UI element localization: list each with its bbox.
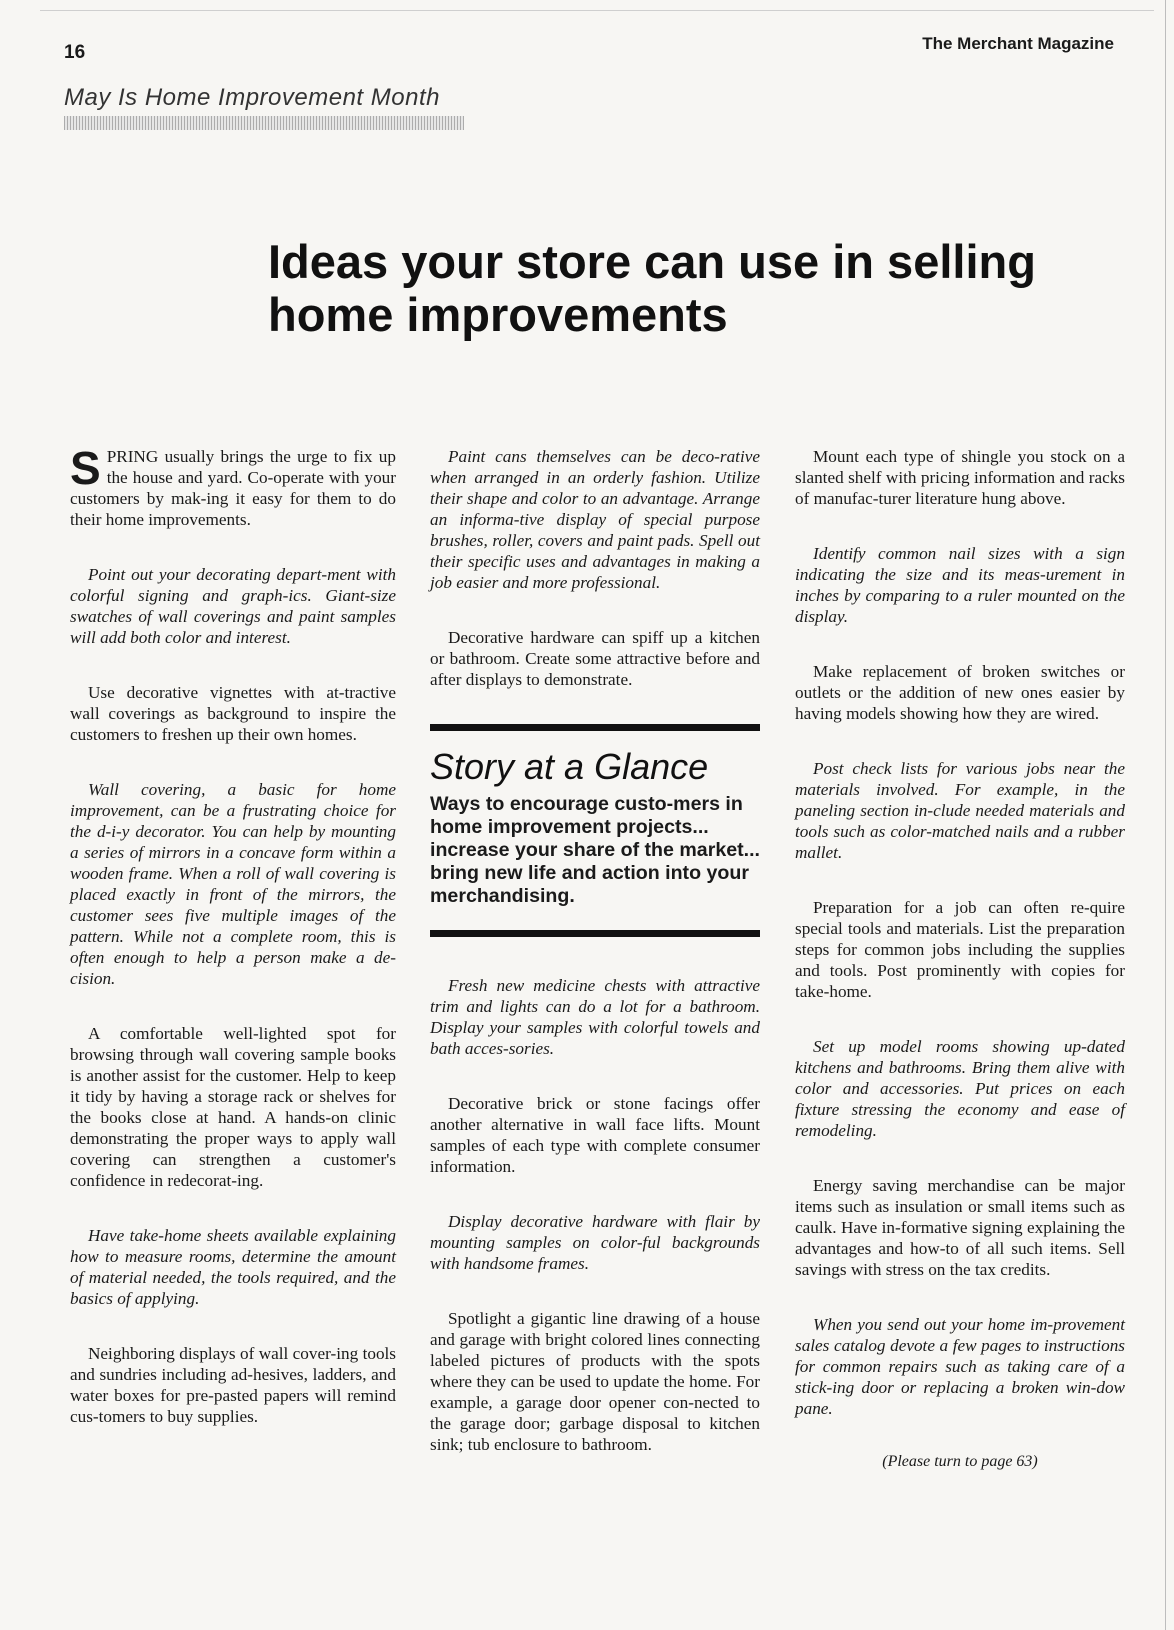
glance-top-bar (430, 724, 760, 731)
continued-note: (Please turn to page 63) (882, 1453, 1038, 1470)
paragraph: Neighboring displays of wall cover-ing tools and sundries including ad-hesives, ladders, and water boxes for pre-pasted papers will remind cus-tomers to buy supplies. (70, 1344, 396, 1426)
paragraph: Spotlight a gigantic line drawing of a house and garage with bright colored lines connecting labeled pictures of products with the spots where they can be used to update the home. For example, a garage door opener con-nected to the garage door; garbage disposal to kitchen sink; tub enclosure to bathroom. (430, 1308, 760, 1454)
page-edge-rule (1165, 0, 1166, 1630)
paragraph: Set up model rooms showing up-dated kitchens and bathrooms. Bring them alive with color and accessories. Put prices on each fixture stressing the economy and ease of remodeling. (795, 1037, 1125, 1140)
paragraph: Use decorative vignettes with at-tractive wall coverings as background to inspire the customers to freshen up their own homes. (70, 683, 396, 744)
paragraph: Mount each type of shingle you stock on a slanted shelf with pricing information and racks of manufac-turer literature hung above. (795, 447, 1125, 508)
paragraph: Display decorative hardware with flair by mounting samples on color-ful backgrounds with handsome frames. (430, 1211, 760, 1273)
story-at-a-glance-box (430, 724, 760, 937)
paragraph: Paint cans themselves can be deco-rative when arranged in an orderly fashion. Utilize their shape and color to an advantage. Arrange an informa-tive display of special purpose brushes, roller, covers and paint pads. Spell out their specific uses and advantages in making a job easier and more professional. (430, 447, 760, 592)
paragraph: Identify common nail sizes with a sign indicating the size and its meas-urement in inches by comparing to a ruler mounted on the display. (795, 544, 1125, 626)
section-kicker: May Is Home Improvement Month (64, 84, 440, 111)
paragraph: Preparation for a job can often re-quire special tools and materials. List the preparation steps for common jobs including the supplies and tools. Post prominently with copies for take-home. (795, 898, 1125, 1001)
paragraph: A comfortable well-lighted spot for browsing through wall covering sample books is another assist for the customer. Help to keep it tidy by having a storage rack or shelves for the books close at hand. A hands-on clinic demonstrating the proper ways to apply wall covering can strengthen a customer's confidence in redecorat-ing. (70, 1024, 396, 1190)
paragraph: Fresh new medicine chests with attractive trim and lights can do a lot for a bathroom. Display your samples with colorful towels and bath acces-sories. (430, 975, 760, 1058)
paragraph: Make replacement of broken switches or outlets or the addition of new ones easier by having models showing how they are wired. (795, 662, 1125, 723)
paragraph: Decorative hardware can spiff up a kitchen or bathroom. Create some attractive before and after displays to demonstrate. (430, 628, 760, 689)
glance-summary: Ways to encourage custo-mers in home improvement projects... increase your share of the market... bring new life and action into your merchandising. (430, 792, 760, 907)
top-rule (40, 10, 1154, 11)
paragraph: Have take-home sheets available explaining how to measure rooms, determine the amount of material needed, the tools required, and the basics of applying. (70, 1226, 396, 1308)
magazine-name: The Merchant Magazine (922, 34, 1114, 53)
paragraph: When you send out your home im-provement sales catalog devote a few pages to instructions for common repairs such as taking care of a stick-ing door or replacing a broken win-dow pane. (795, 1315, 1125, 1418)
drop-cap: S (70, 442, 101, 494)
article-headline: Ideas your store can use in selling home improvements (268, 235, 1036, 341)
paragraph: Post check lists for various jobs near the materials involved. For example, in the paneling section in-clude needed materials and tools such as color-matched nails and a rubber mallet. (795, 759, 1125, 862)
paragraph: Point out your decorating depart-ment with colorful signing and graph-ics. Giant-size swatches of wall coverings and paint samples will add both color and interest. (70, 565, 396, 647)
page-number: 16 (64, 42, 86, 63)
kicker-screen-bar (64, 116, 464, 130)
glance-title: Story at a Glance (430, 746, 709, 787)
paragraph: Decorative brick or stone facings offer another alternative in wall face lifts. Mount samples of each type with complete consumer information. (430, 1093, 760, 1176)
paragraph: Energy saving merchandise can be major items such as insulation or small items such as caulk. Have in-formative signing explaining the advantages and how-to of all such items. Sell savings with stress on the tax credits. (795, 1176, 1125, 1279)
paragraph: Wall covering, a basic for home improvement, can be a frustrating choice for the d-i-y decorator. You can help by mounting a series of mirrors in a concave form within a wooden frame. When a roll of wall covering is placed exactly in front of the mirrors, the customer sees five multiple images of the pattern. While not a complete room, this is often enough to help a person make a de-cision. (70, 780, 396, 988)
intro-paragraph (70, 442, 396, 530)
glance-bottom-bar (430, 930, 760, 937)
column-3 (795, 446, 1125, 1471)
column-1 (70, 442, 396, 1461)
column-2 (430, 446, 760, 1489)
intro-text: PRING usually brings the urge to fix up the house and yard. Co-operate with your customers by mak-ing it easy for them to do their home improvements. (70, 447, 396, 529)
